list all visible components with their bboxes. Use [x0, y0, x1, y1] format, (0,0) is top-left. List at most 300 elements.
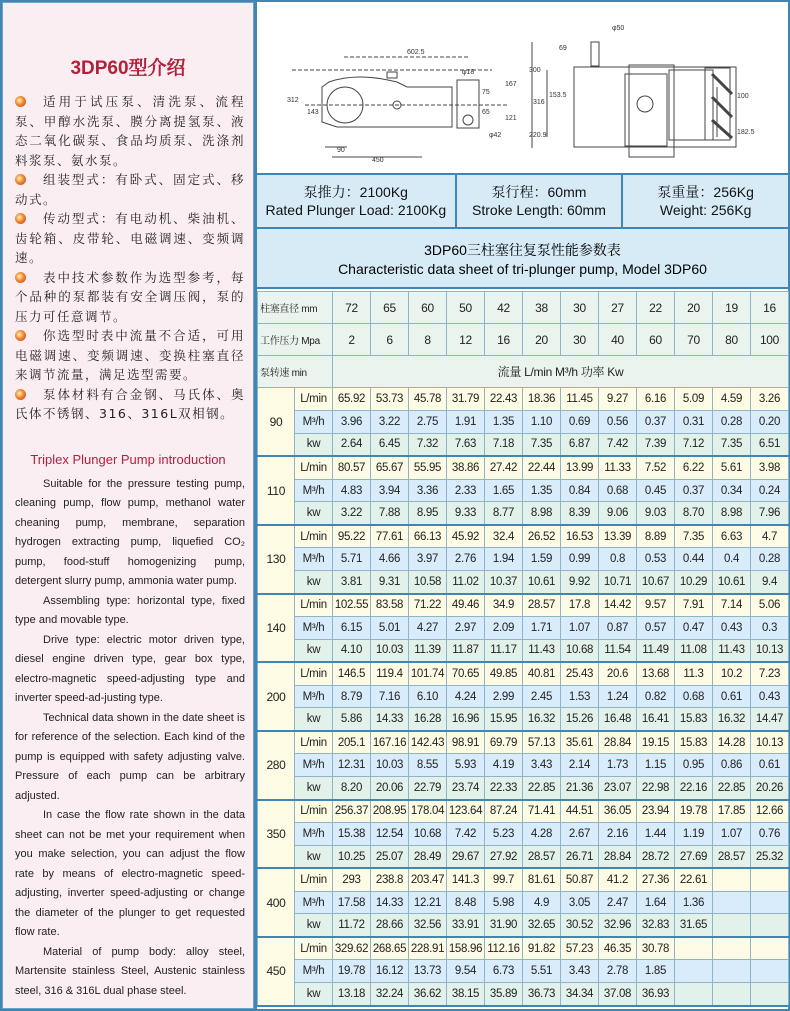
- data-cell: 5.98: [485, 891, 523, 914]
- data-cell: 12.21: [409, 891, 447, 914]
- data-cell: 4.66: [371, 548, 409, 571]
- pump-body-side: [322, 77, 452, 127]
- data-cell: 102.55: [333, 594, 371, 617]
- data-cell: 9.4: [751, 571, 789, 594]
- pump-speed-cell: 110: [258, 456, 295, 525]
- data-cell: 36.05: [599, 800, 637, 823]
- data-cell: 0.47: [675, 616, 713, 639]
- plunger-diameter-cell: 65: [371, 292, 409, 324]
- data-cell: 12.31: [333, 754, 371, 777]
- data-cell: 36.73: [523, 983, 561, 1006]
- data-cell: [675, 960, 713, 983]
- data-cell: [751, 983, 789, 1006]
- data-cell: 119.4: [371, 662, 409, 685]
- data-cell: 1.85: [637, 960, 675, 983]
- data-cell: 29.67: [447, 845, 485, 868]
- data-cell: 10.71: [599, 571, 637, 594]
- data-cell: 8.39: [561, 502, 599, 525]
- data-cell: 66.13: [409, 525, 447, 548]
- working-pressure-cell: 70: [675, 324, 713, 356]
- data-cell: 3.36: [409, 479, 447, 502]
- data-cell: 12.66: [751, 800, 789, 823]
- table-row: [258, 410, 789, 433]
- data-cell: 0.82: [637, 685, 675, 708]
- data-cell: 0.28: [713, 410, 751, 433]
- data-cell: 10.2: [713, 662, 751, 685]
- data-cell: 45.92: [447, 525, 485, 548]
- data-cell: 8.20: [333, 777, 371, 800]
- data-cell: 11.45: [561, 388, 599, 411]
- data-cell: [713, 960, 751, 983]
- data-cell: [713, 868, 751, 891]
- data-cell: 167.16: [371, 731, 409, 754]
- data-cell: 2.14: [561, 754, 599, 777]
- data-cell: 0.56: [599, 410, 637, 433]
- intro-cn-item: [15, 92, 245, 170]
- data-cell: 45.78: [409, 388, 447, 411]
- data-cell: 11.49: [637, 639, 675, 662]
- data-cell: 9.54: [447, 960, 485, 983]
- data-cell: 23.94: [637, 800, 675, 823]
- pump-speed-cell: 450: [258, 937, 295, 1006]
- data-cell: 27.42: [485, 456, 523, 479]
- data-cell: 16.32: [713, 708, 751, 731]
- unit-cell: kw: [295, 433, 333, 456]
- data-cell: 71.41: [523, 800, 561, 823]
- data-cell: 4.9: [523, 891, 561, 914]
- data-cell: 293: [333, 868, 371, 891]
- data-cell: 11.08: [675, 639, 713, 662]
- intro-cn-item: [15, 326, 245, 385]
- data-cell: 1.15: [637, 754, 675, 777]
- data-cell: 3.43: [561, 960, 599, 983]
- units-header: 流量 L/min M³/h 功率 Kw: [333, 356, 789, 388]
- data-cell: 36.93: [637, 983, 675, 1006]
- data-cell: 28.57: [713, 845, 751, 868]
- data-cell: 53.73: [371, 388, 409, 411]
- data-cell: 5.06: [751, 594, 789, 617]
- unit-cell: L/min: [295, 868, 333, 891]
- working-pressure-cell: 16: [485, 324, 523, 356]
- data-cell: 3.81: [333, 571, 371, 594]
- data-cell: 10.03: [371, 754, 409, 777]
- data-cell: 19.78: [333, 960, 371, 983]
- intro-cn-item-text: 适用于试压泵、清洗泵、流程泵、甲醇水洗泵、膜分离提氢泵、液态二氧化碳泵、食品均质泵、洗涤剂料浆泵、氨水泵。: [15, 94, 245, 168]
- intro-en-paragraph: Technical data shown in the date sheet is for reference of the selection. Each kind of the pump is equipped with safety adjusting valve. Pressure of each pump can be arbitrary adjusted.: [15, 711, 245, 802]
- dimension-label: 450: [372, 157, 384, 164]
- data-cell: 71.22: [409, 594, 447, 617]
- table-row: [258, 800, 789, 823]
- table-row: [258, 891, 789, 914]
- data-cell: 35.89: [485, 983, 523, 1006]
- data-cell: 5.93: [447, 754, 485, 777]
- data-cell: 142.43: [409, 731, 447, 754]
- pump-speed-cell: 280: [258, 731, 295, 800]
- data-cell: 101.74: [409, 662, 447, 685]
- data-cell: 16.32: [523, 708, 561, 731]
- unit-cell: M³/h: [295, 410, 333, 433]
- data-cell: 33.91: [447, 914, 485, 937]
- dimension-label: 316: [533, 99, 545, 106]
- data-cell: 5.71: [333, 548, 371, 571]
- pump-dimension-drawing: [257, 2, 788, 175]
- data-cell: 16.48: [599, 708, 637, 731]
- data-cell: 28.57: [523, 845, 561, 868]
- data-cell: 6.10: [409, 685, 447, 708]
- dimension-label: 182.5: [737, 129, 755, 136]
- intro-en-title: Triplex Plunger Pump introduction: [30, 451, 226, 467]
- pump-speed-cell: 200: [258, 662, 295, 731]
- data-cell: 14.28: [713, 731, 751, 754]
- data-cell: 22.43: [485, 388, 523, 411]
- data-cell: 22.85: [523, 777, 561, 800]
- dimension-label: 312: [287, 97, 299, 104]
- table-row: [258, 571, 789, 594]
- working-pressure-cell: 40: [599, 324, 637, 356]
- data-cell: 16.12: [371, 960, 409, 983]
- table-row: [258, 731, 789, 754]
- unit-cell: L/min: [295, 662, 333, 685]
- table-row: [258, 525, 789, 548]
- working-pressure-cell: 8: [409, 324, 447, 356]
- data-cell: 38.86: [447, 456, 485, 479]
- spec-stroke-length: 泵行程：60mm Stroke Length: 60mm: [457, 175, 624, 227]
- table-row: [258, 594, 789, 617]
- unit-cell: M³/h: [295, 685, 333, 708]
- table-row: [258, 685, 789, 708]
- data-cell: 14.42: [599, 594, 637, 617]
- data-cell: 1.65: [485, 479, 523, 502]
- data-cell: 11.17: [485, 639, 523, 662]
- data-cell: 16.28: [409, 708, 447, 731]
- working-pressure-cell: 30: [561, 324, 599, 356]
- data-cell: 11.54: [599, 639, 637, 662]
- data-cell: 11.02: [447, 571, 485, 594]
- data-cell: 15.26: [561, 708, 599, 731]
- plunger-diameter-cell: 20: [675, 292, 713, 324]
- data-cell: 27.69: [675, 845, 713, 868]
- data-cell: 3.94: [371, 479, 409, 502]
- data-cell: 22.44: [523, 456, 561, 479]
- data-cell: 28.84: [599, 731, 637, 754]
- data-cell: 8.77: [485, 502, 523, 525]
- data-cell: 11.87: [447, 639, 485, 662]
- data-cell: 123.64: [447, 800, 485, 823]
- data-cell: 9.06: [599, 502, 637, 525]
- data-cell: 3.22: [371, 410, 409, 433]
- shaft: [591, 42, 599, 66]
- data-cell: 32.65: [523, 914, 561, 937]
- data-cell: 1.94: [485, 548, 523, 571]
- data-cell: 44.51: [561, 800, 599, 823]
- data-cell: 16.53: [561, 525, 599, 548]
- data-cell: 6.22: [675, 456, 713, 479]
- data-cell: 3.05: [561, 891, 599, 914]
- data-cell: 0.68: [675, 685, 713, 708]
- unit-cell: L/min: [295, 731, 333, 754]
- data-cell: 0.37: [675, 479, 713, 502]
- data-cell: 1.44: [637, 822, 675, 845]
- data-cell: 65.92: [333, 388, 371, 411]
- data-cell: 1.35: [523, 479, 561, 502]
- intro-cn-item: [15, 170, 245, 209]
- data-cell: 32.83: [637, 914, 675, 937]
- data-cell: 8.98: [713, 502, 751, 525]
- data-cell: 4.59: [713, 388, 751, 411]
- data-cell: 2.33: [447, 479, 485, 502]
- table-row: [258, 479, 789, 502]
- data-cell: 10.25: [333, 845, 371, 868]
- intro-en-paragraph: Assembling type: horizontal type, fixed type and movable type.: [15, 594, 245, 626]
- data-cell: 5.51: [523, 960, 561, 983]
- unit-cell: kw: [295, 914, 333, 937]
- data-cell: 1.53: [561, 685, 599, 708]
- data-cell: 32.24: [371, 983, 409, 1006]
- data-cell: 55.95: [409, 456, 447, 479]
- data-cell: 6.45: [371, 433, 409, 456]
- data-cell: 27.92: [485, 845, 523, 868]
- data-cell: 98.91: [447, 731, 485, 754]
- data-cell: 7.32: [409, 433, 447, 456]
- plunger-diameter-cell: 22: [637, 292, 675, 324]
- plunger-diameter-cell: 30: [561, 292, 599, 324]
- performance-table: [257, 291, 789, 1007]
- data-cell: [713, 937, 751, 960]
- pump-speed-cell: 350: [258, 800, 295, 869]
- unit-cell: M³/h: [295, 891, 333, 914]
- unit-cell: L/min: [295, 594, 333, 617]
- data-cell: 9.27: [599, 388, 637, 411]
- data-cell: 0.53: [637, 548, 675, 571]
- data-cell: 0.84: [561, 479, 599, 502]
- bullet-icon: [15, 213, 26, 224]
- working-pressure-cell: 6: [371, 324, 409, 356]
- pump-speed-cell: 400: [258, 868, 295, 937]
- data-cell: 25.32: [751, 845, 789, 868]
- data-cell: 25.07: [371, 845, 409, 868]
- data-cell: 178.04: [409, 800, 447, 823]
- dimension-label: 220.9: [529, 132, 547, 139]
- dimension-label: 100: [737, 93, 749, 100]
- speed-header-row: [258, 356, 789, 388]
- data-cell: 13.99: [561, 456, 599, 479]
- pump-speed-cell: 130: [258, 525, 295, 594]
- data-cell: 268.65: [371, 937, 409, 960]
- data-cell: 0.86: [713, 754, 751, 777]
- data-cell: 1.64: [637, 891, 675, 914]
- data-cell: 36.62: [409, 983, 447, 1006]
- unit-cell: kw: [295, 983, 333, 1006]
- bullet-icon: [15, 174, 26, 185]
- table-row: [258, 960, 789, 983]
- data-cell: 15.95: [485, 708, 523, 731]
- data-cell: 203.47: [409, 868, 447, 891]
- data-cell: 8.89: [637, 525, 675, 548]
- bullet-icon: [15, 330, 26, 341]
- unit-cell: kw: [295, 639, 333, 662]
- data-cell: 2.67: [561, 822, 599, 845]
- data-cell: 15.83: [675, 731, 713, 754]
- data-cell: 3.26: [751, 388, 789, 411]
- dimension-label: 602.5: [407, 49, 425, 56]
- data-cell: 208.95: [371, 800, 409, 823]
- data-cell: 18.36: [523, 388, 561, 411]
- data-cell: 70.65: [447, 662, 485, 685]
- table-row: [258, 639, 789, 662]
- data-cell: 6.73: [485, 960, 523, 983]
- intro-cn-item-text: 传动型式：有电动机、柴油机、齿轮箱、皮带轮、电磁调速、变频调速。: [15, 211, 245, 265]
- pump-speed-cell: 140: [258, 594, 295, 663]
- dimension-label: 75: [482, 89, 490, 96]
- table-row: [258, 616, 789, 639]
- data-cell: 256.37: [333, 800, 371, 823]
- data-cell: [713, 891, 751, 914]
- data-cell: 2.75: [409, 410, 447, 433]
- data-cell: 28.84: [599, 845, 637, 868]
- dimension-label: φ50: [612, 25, 625, 32]
- data-cell: 28.57: [523, 594, 561, 617]
- dimension-label: φ42: [489, 132, 502, 139]
- data-cell: 22.16: [675, 777, 713, 800]
- data-cell: 4.28: [523, 822, 561, 845]
- plunger-diameter-cell: 50: [447, 292, 485, 324]
- data-cell: 0.45: [637, 479, 675, 502]
- data-cell: 112.16: [485, 937, 523, 960]
- data-cell: 0.4: [713, 548, 751, 571]
- pump-speed-label: 泵转速 min: [258, 356, 333, 388]
- intro-cn-item: [15, 268, 245, 327]
- data-cell: 158.96: [447, 937, 485, 960]
- intro-cn-list: [15, 92, 245, 424]
- data-cell: 1.10: [523, 410, 561, 433]
- table-row: [258, 983, 789, 1006]
- data-cell: 8.70: [675, 502, 713, 525]
- unit-cell: kw: [295, 708, 333, 731]
- data-cell: 31.65: [675, 914, 713, 937]
- data-sheet-panel: [257, 2, 788, 1009]
- data-cell: 1.71: [523, 616, 561, 639]
- table-row: [258, 822, 789, 845]
- spec-plunger-load: 泵推力：2100Kg Rated Plunger Load: 2100Kg: [257, 175, 457, 227]
- working-pressure-row: [258, 324, 789, 356]
- working-pressure-cell: 20: [523, 324, 561, 356]
- data-cell: 6.15: [333, 616, 371, 639]
- data-cell: 5.01: [371, 616, 409, 639]
- data-cell: 22.98: [637, 777, 675, 800]
- data-cell: 4.10: [333, 639, 371, 662]
- data-cell: 2.09: [485, 616, 523, 639]
- data-cell: 4.83: [333, 479, 371, 502]
- data-cell: 6.51: [751, 433, 789, 456]
- plunger-diameter-cell: 60: [409, 292, 447, 324]
- intro-cn-item-text: 泵体材料有合金钢、马氏体、奥氏体不锈钢、316、316L双相钢。: [15, 386, 245, 421]
- bullet-icon: [15, 96, 26, 107]
- data-cell: 8.48: [447, 891, 485, 914]
- data-cell: 7.35: [675, 525, 713, 548]
- table-row: [258, 433, 789, 456]
- data-cell: 7.18: [485, 433, 523, 456]
- table-row: [258, 868, 789, 891]
- data-cell: 19.15: [637, 731, 675, 754]
- data-cell: 2.64: [333, 433, 371, 456]
- data-cell: 15.83: [675, 708, 713, 731]
- unit-cell: M³/h: [295, 479, 333, 502]
- data-cell: 23.07: [599, 777, 637, 800]
- data-cell: 8.98: [523, 502, 561, 525]
- data-cell: 22.61: [675, 868, 713, 891]
- data-cell: 8.79: [333, 685, 371, 708]
- table-row: [258, 388, 789, 411]
- data-cell: 1.24: [599, 685, 637, 708]
- data-cell: 1.35: [485, 410, 523, 433]
- data-cell: 205.1: [333, 731, 371, 754]
- data-cell: 0.57: [637, 616, 675, 639]
- data-cell: 15.38: [333, 822, 371, 845]
- data-cell: 238.8: [371, 868, 409, 891]
- data-cell: 141.3: [447, 868, 485, 891]
- data-cell: 17.58: [333, 891, 371, 914]
- intro-en-paragraph: Material of pump body: alloy steel, Martensite stainless Steel, Austenic stainless steel, 316 & 316L dual phase steel.: [15, 945, 245, 997]
- data-cell: 9.33: [447, 502, 485, 525]
- spec-weight: 泵重量：256Kg Weight: 256Kg: [657, 184, 754, 218]
- data-cell: 0.31: [675, 410, 713, 433]
- data-cell: 31.79: [447, 388, 485, 411]
- data-cell: 14.33: [371, 708, 409, 731]
- data-cell: 37.08: [599, 983, 637, 1006]
- unit-cell: kw: [295, 777, 333, 800]
- data-cell: 30.78: [637, 937, 675, 960]
- data-cell: 0.43: [713, 616, 751, 639]
- dimension-label: 121: [505, 115, 517, 122]
- unit-cell: kw: [295, 571, 333, 594]
- data-cell: 8.95: [409, 502, 447, 525]
- data-cell: 26.71: [561, 845, 599, 868]
- data-cell: 13.18: [333, 983, 371, 1006]
- data-cell: 10.37: [485, 571, 523, 594]
- data-cell: 9.92: [561, 571, 599, 594]
- data-cell: 5.61: [713, 456, 751, 479]
- data-cell: 11.43: [523, 639, 561, 662]
- data-cell: 30.52: [561, 914, 599, 937]
- data-cell: 329.62: [333, 937, 371, 960]
- data-cell: 2.16: [599, 822, 637, 845]
- data-cell: 7.35: [523, 433, 561, 456]
- introduction-panel: [2, 2, 254, 1009]
- data-cell: 38.15: [447, 983, 485, 1006]
- data-cell: 2.99: [485, 685, 523, 708]
- data-cell: 7.35: [713, 433, 751, 456]
- data-cell: 14.33: [371, 891, 409, 914]
- data-cell: 20.6: [599, 662, 637, 685]
- data-cell: 23.74: [447, 777, 485, 800]
- data-cell: 1.73: [599, 754, 637, 777]
- data-cell: 17.85: [713, 800, 751, 823]
- unit-cell: M³/h: [295, 754, 333, 777]
- data-cell: 3.98: [751, 456, 789, 479]
- data-cell: 31.90: [485, 914, 523, 937]
- unit-cell: M³/h: [295, 616, 333, 639]
- intro-cn-item-text: 表中技术参数作为选型参考，每个品种的泵都装有安全调压阀，泵的压力可任意调节。: [15, 269, 245, 324]
- data-cell: 9.31: [371, 571, 409, 594]
- data-cell: 7.23: [751, 662, 789, 685]
- dimension-label: 167: [505, 81, 517, 88]
- data-cell: [751, 960, 789, 983]
- plunger-diameter-cell: 16: [751, 292, 789, 324]
- data-cell: 13.73: [409, 960, 447, 983]
- plunger-diameter-cell: 42: [485, 292, 523, 324]
- data-cell: 28.49: [409, 845, 447, 868]
- data-cell: 16.96: [447, 708, 485, 731]
